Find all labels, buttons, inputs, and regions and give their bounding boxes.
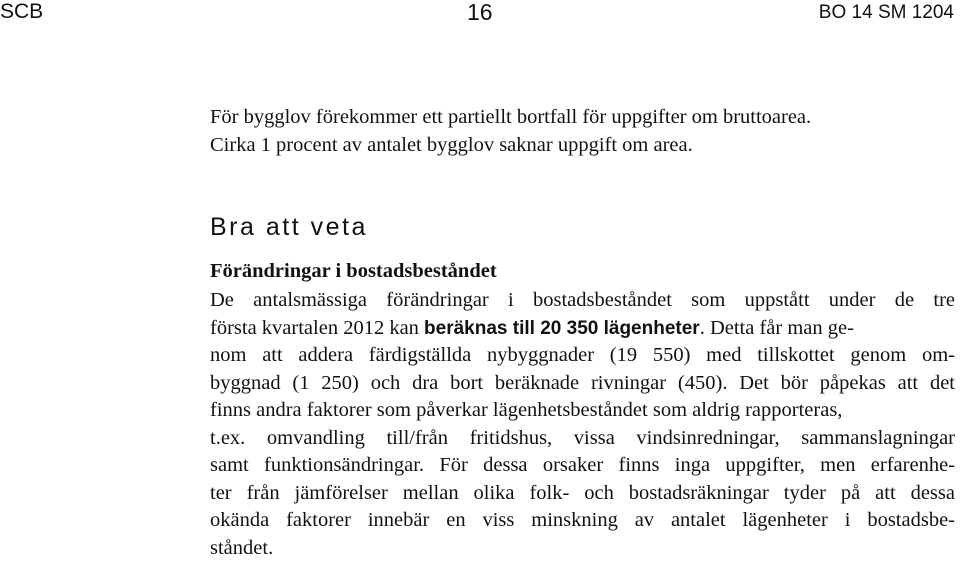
page-number: 16	[467, 0, 493, 26]
intro-paragraph	[210, 103, 950, 159]
body-line: okända faktorer innebär en viss minskning av antalet lägenheter i bostadsbe-	[210, 507, 955, 535]
body-text: första kvartalen 2012 kan	[210, 317, 424, 339]
body-line: finns andra faktorer som påverkar lägenhetsbeståndet som aldrig rapporteras,	[210, 397, 955, 425]
report-code: BO 14 SM 1204	[819, 2, 954, 24]
info-box-body	[210, 287, 955, 562]
body-line: byggnad (1 250) och dra bort beräknade rivningar (450). Det bör påpekas att det	[210, 370, 955, 398]
body-line: nom att addera färdigställda nybyggnader (19 550) med tillskottet genom om-	[210, 342, 955, 370]
info-box-subtitle: Förändringar i bostadsbeståndet	[210, 260, 497, 283]
intro-line: För bygglov förekommer ett partiellt bortfall för uppgifter om bruttoarea.	[210, 103, 950, 131]
intro-line: Cirka 1 procent av antalet bygglov saknar uppgift om area.	[210, 131, 950, 159]
info-box-title: Bra att veta	[210, 213, 368, 242]
publisher-label: SCB	[0, 0, 43, 24]
body-line: samt funktionsändringar. För dessa orsaker finns inga uppgifter, men erfarenhe-	[210, 452, 955, 480]
body-line: ståndet.	[210, 535, 955, 562]
body-line: t.ex. omvandling till/från fritidshus, vissa vindsinredningar, sammanslagningar	[210, 425, 955, 453]
body-line: ter från jämförelser mellan olika folk- och bostadsräkningar tyder på att dessa	[210, 480, 955, 508]
highlighted-figure: beräknas till 20 350 lägenheter	[424, 318, 700, 339]
body-line	[210, 315, 955, 343]
body-line: De antalsmässiga förändringar i bostadsbeståndet som uppstått under de tre	[210, 287, 955, 315]
page-header	[0, 0, 960, 26]
body-text: . Detta får man ge-	[700, 317, 854, 339]
